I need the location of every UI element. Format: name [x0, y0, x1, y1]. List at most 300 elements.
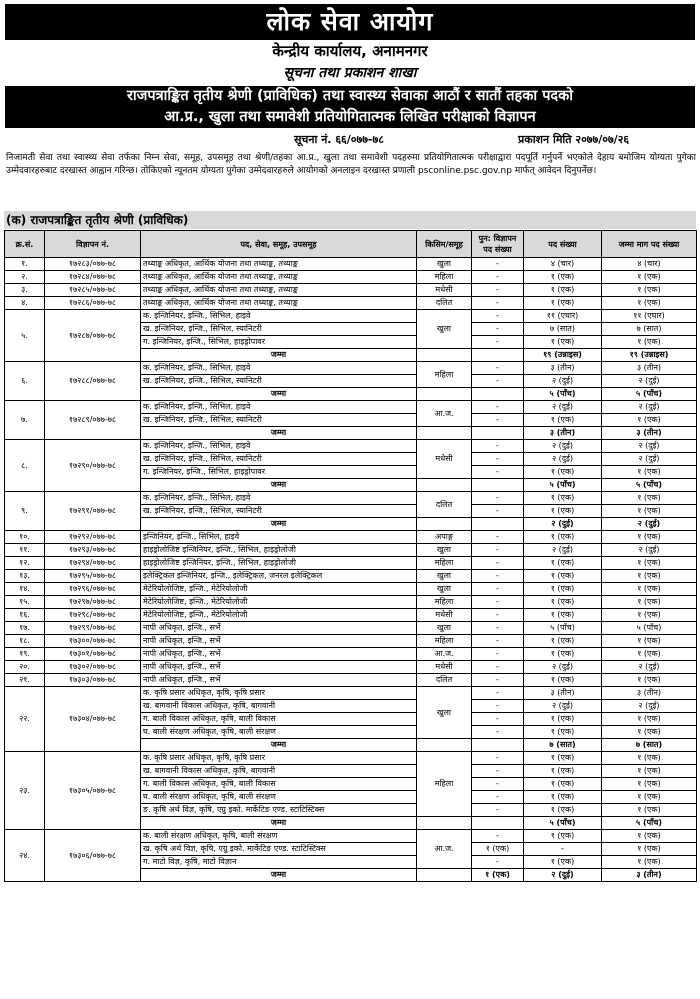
col-header-total: जम्मा माग पद संख्या: [602, 231, 697, 258]
serial-number-cell: ५.: [5, 310, 45, 362]
serial-number-cell: १८.: [5, 635, 45, 648]
total-posts-cell: १ (एक): [602, 843, 697, 856]
vacancy-table: [4, 230, 697, 882]
total-posts-cell: १ (एक): [602, 713, 697, 726]
category-cell: महिला: [417, 271, 472, 284]
posts-cell: ५ (पाँच): [524, 622, 602, 635]
post-cell: तथ्याङ्क अधिकृत, आर्थिक योजना तथा तथ्याङ्क, तथ्याङ्क: [141, 284, 417, 297]
advertisement-number-cell: १७२९२/०७७-७८: [45, 531, 141, 544]
table-row: [5, 492, 697, 505]
internal-posts-cell: -: [472, 492, 524, 505]
total-posts-cell: १ (एक): [602, 635, 697, 648]
serial-number-cell: ३.: [5, 284, 45, 297]
col-header-sn: क्र.सं.: [5, 231, 45, 258]
posts-cell: २ (दुई): [524, 661, 602, 674]
total-internal-cell: [472, 479, 524, 492]
posts-cell: १ (एक): [524, 505, 602, 518]
internal-posts-cell: -: [472, 791, 524, 804]
posts-cell: १ (एक): [524, 674, 602, 687]
post-cell: ख. इन्जिनियर, इन्जि., सिभिल, स्यानिटरी: [141, 453, 417, 466]
serial-number-cell: २०.: [5, 661, 45, 674]
internal-posts-cell: -: [472, 596, 524, 609]
serial-number-cell: १५.: [5, 596, 45, 609]
total-posts-cell: ७ (सात): [602, 323, 697, 336]
total-posts-cell: १ (एक): [602, 765, 697, 778]
table-row: [5, 362, 697, 375]
internal-posts-cell: -: [472, 323, 524, 336]
category-cell: दलित: [417, 492, 472, 518]
internal-posts-cell: -: [472, 830, 524, 843]
serial-number-cell: १३.: [5, 570, 45, 583]
posts-cell: १ (एक): [524, 804, 602, 817]
posts-cell: १ (एक): [524, 713, 602, 726]
total-demand-cell: ५ (पाँच): [602, 479, 697, 492]
section-heading: (क) राजपत्राङ्कित तृतीय श्रेणी (प्राविधिक): [4, 211, 696, 229]
total-demand-cell: ५ (पाँच): [602, 388, 697, 401]
total-posts-sum-cell: ७ (सात): [524, 739, 602, 752]
total-posts-cell: १ (एक): [602, 531, 697, 544]
total-posts-cell: ४ (चार): [602, 258, 697, 271]
table-row: [5, 401, 697, 414]
col-header-post: पद, सेवा, समूह, उपसमूह: [141, 231, 417, 258]
table-row: [5, 531, 697, 544]
internal-posts-cell: -: [472, 648, 524, 661]
serial-number-cell: २.: [5, 271, 45, 284]
table-row: [5, 271, 697, 284]
total-posts-cell: ५ (पाँच): [602, 622, 697, 635]
total-posts-cell: १ (एक): [602, 570, 697, 583]
posts-cell: १ (एक): [524, 856, 602, 869]
post-cell: नापी अधिकृत, इन्जि., सर्भे: [141, 635, 417, 648]
category-cell: मधेसी: [417, 440, 472, 479]
advertisement-number-cell: १७२९८/०७७-७८: [45, 609, 141, 622]
total-posts-cell: १ (एक): [602, 414, 697, 427]
total-category-cell: [417, 739, 472, 752]
posts-cell: १ (एक): [524, 531, 602, 544]
post-cell: ख. कृषि अर्थ विज्ञ, कृषि, एग्रु इको. मार्केटिङ एण्ड. स्टाटिस्टिक्स: [141, 843, 417, 856]
category-cell: महिला: [417, 362, 472, 388]
total-posts-cell: १ (एक): [602, 830, 697, 843]
total-label-cell: जम्मा: [141, 349, 417, 362]
serial-number-cell: १२.: [5, 557, 45, 570]
internal-posts-cell: -: [472, 765, 524, 778]
posts-cell: १ (एक): [524, 791, 602, 804]
table-row: [5, 310, 697, 323]
posts-cell: ४ (चार): [524, 258, 602, 271]
total-posts-sum-cell: २ (दुई): [524, 869, 602, 882]
table-row: [5, 752, 697, 765]
title-line-2: आ.प्र., खुला तथा समावेशी प्रतियोगितात्मक लिखित परीक्षाको विज्ञापन: [164, 109, 536, 125]
total-posts-cell: १ (एक): [602, 791, 697, 804]
category-cell: दलित: [417, 674, 472, 687]
total-category-cell: [417, 817, 472, 830]
internal-posts-cell: -: [472, 726, 524, 739]
serial-number-cell: १७.: [5, 622, 45, 635]
total-posts-cell: २ (दुई): [602, 661, 697, 674]
col-header-adv-no: विज्ञापन नं.: [45, 231, 141, 258]
serial-number-cell: ९.: [5, 492, 45, 531]
internal-posts-cell: -: [472, 284, 524, 297]
advertisement-number-cell: १७३०५/०७७-७८: [45, 752, 141, 830]
posts-cell: ११ (एघार): [524, 310, 602, 323]
category-cell: आ.ज.: [417, 401, 472, 427]
category-cell: खुला: [417, 544, 472, 557]
post-cell: क. इन्जिनियर, इन्जि., सिभिल, हाइवे: [141, 492, 417, 505]
post-cell: ग. बाली विकास अधिकृत, कृषि, बाली विकास: [141, 778, 417, 791]
branch-name: सूचना तथा प्रकाशन शाखा: [283, 65, 417, 81]
posts-cell: १ (एक): [524, 583, 602, 596]
total-category-cell: [417, 427, 472, 440]
total-posts-cell: १ (एक): [602, 674, 697, 687]
post-cell: मेटेरियोलोजिष्ट, इन्जि., मेटेरियोलोजी: [141, 596, 417, 609]
advertisement-title: [5, 86, 695, 128]
post-cell: नापी अधिकृत, इन्जि., सर्भे: [141, 648, 417, 661]
posts-cell: १ (एक): [524, 414, 602, 427]
internal-posts-cell: -: [472, 466, 524, 479]
total-label-cell: जम्मा: [141, 869, 417, 882]
post-cell: ग. माटो विज्ञ, कृषि, माटो विज्ञान: [141, 856, 417, 869]
category-cell: मधेसी: [417, 284, 472, 297]
category-cell: खुला: [417, 258, 472, 271]
total-label-cell: जम्मा: [141, 739, 417, 752]
total-posts-cell: १ (एक): [602, 804, 697, 817]
advertisement-number-cell: १७३०४/०७७-७८: [45, 687, 141, 752]
posts-cell: १ (एक): [524, 271, 602, 284]
total-category-cell: [417, 349, 472, 362]
category-cell: महिला: [417, 557, 472, 570]
total-posts-cell: २ (दुई): [602, 375, 697, 388]
post-cell: इन्जिनियर, इन्जि., सिभिल, हाइवे: [141, 531, 417, 544]
total-posts-cell: १ (एक): [602, 271, 697, 284]
internal-posts-cell: -: [472, 804, 524, 817]
post-cell: ख. इन्जिनियर, इन्जि., सिभिल, स्यानिटरी: [141, 505, 417, 518]
internal-posts-cell: -: [472, 687, 524, 700]
table-row: [5, 674, 697, 687]
advertisement-number-cell: १७२९७/०७७-७८: [45, 596, 141, 609]
advertisement-number-cell: १७२९३/०७७-७८: [45, 544, 141, 557]
post-cell: घ. बाली संरक्षण अधिकृत, कृषि, बाली संरक्षण: [141, 791, 417, 804]
total-label-cell: जम्मा: [141, 388, 417, 401]
total-posts-cell: २ (दुई): [602, 453, 697, 466]
table-row: [5, 609, 697, 622]
total-category-cell: [417, 479, 472, 492]
advertisement-number-cell: १७२९६/०७७-७८: [45, 583, 141, 596]
serial-number-cell: १९.: [5, 648, 45, 661]
total-internal-cell: १ (एक): [472, 869, 524, 882]
posts-cell: -: [524, 843, 602, 856]
total-label-cell: जम्मा: [141, 817, 417, 830]
total-posts-cell: २ (दुई): [602, 544, 697, 557]
table-row: [5, 258, 697, 271]
serial-number-cell: २२.: [5, 687, 45, 752]
post-cell: इलेक्ट्रिकल इन्जिनियर, इन्जि., इलेक्ट्रिकल, जनरल इलेक्ट्रिकल: [141, 570, 417, 583]
advertisement-number-cell: १७२९९/०७७-७८: [45, 622, 141, 635]
advertisement-number-cell: १७३०१/०७७-७८: [45, 648, 141, 661]
total-demand-cell: ७ (सात): [602, 739, 697, 752]
category-cell: दलित: [417, 297, 472, 310]
posts-cell: २ (दुई): [524, 440, 602, 453]
posts-cell: १ (एक): [524, 830, 602, 843]
post-cell: नापी अधिकृत, इन्जि., सर्भे: [141, 622, 417, 635]
total-posts-cell: १ (एक): [602, 596, 697, 609]
office-name: केन्द्रीय कार्यालय, अनामनगर: [272, 42, 428, 60]
total-category-cell: [417, 869, 472, 882]
posts-cell: १ (एक): [524, 648, 602, 661]
internal-posts-cell: -: [472, 661, 524, 674]
post-cell: ख. इन्जिनियर, इन्जि., सिभिल, स्यानिटरी: [141, 414, 417, 427]
posts-cell: १ (एक): [524, 765, 602, 778]
internal-posts-cell: -: [472, 414, 524, 427]
serial-number-cell: २३.: [5, 752, 45, 830]
total-label-cell: जम्मा: [141, 427, 417, 440]
posts-cell: ७ (सात): [524, 323, 602, 336]
serial-number-cell: २४.: [5, 830, 45, 882]
total-posts-sum-cell: ५ (पाँच): [524, 388, 602, 401]
total-category-cell: [417, 388, 472, 401]
total-posts-cell: १ (एक): [602, 557, 697, 570]
category-cell: आ.ज.: [417, 648, 472, 661]
table-row: [5, 648, 697, 661]
post-cell: ख. बागवानी विकास अधिकृत, कृषि, बागवानी: [141, 765, 417, 778]
internal-posts-cell: -: [472, 622, 524, 635]
internal-posts-cell: -: [472, 258, 524, 271]
internal-posts-cell: -: [472, 375, 524, 388]
posts-cell: २ (दुई): [524, 401, 602, 414]
category-cell: मधेसी: [417, 609, 472, 622]
total-posts-cell: ३ (तीन): [602, 687, 697, 700]
internal-posts-cell: -: [472, 609, 524, 622]
table-row: [5, 570, 697, 583]
post-cell: क. इन्जिनियर, इन्जि., सिभिल, हाइवे: [141, 440, 417, 453]
post-cell: घ. बाली संरक्षण अधिकृत, कृषि, बाली संरक्षण: [141, 726, 417, 739]
total-posts-cell: १ (एक): [602, 505, 697, 518]
table-header-row: [5, 231, 697, 258]
internal-posts-cell: -: [472, 440, 524, 453]
total-label-cell: जम्मा: [141, 479, 417, 492]
notice-number: सूचना नं. ६६/०७७-७८: [294, 133, 384, 146]
serial-number-cell: १.: [5, 258, 45, 271]
total-posts-cell: ११ (एघार): [602, 310, 697, 323]
serial-number-cell: २१.: [5, 674, 45, 687]
post-cell: ख. इन्जिनियर, इन्जि., सिभिल, स्यानिटरी: [141, 375, 417, 388]
total-posts-cell: १ (एक): [602, 284, 697, 297]
post-cell: नापी अधिकृत, इन्जि., सर्भे: [141, 674, 417, 687]
posts-cell: १ (एक): [524, 752, 602, 765]
internal-posts-cell: -: [472, 557, 524, 570]
col-header-posts: पद संख्या: [524, 231, 602, 258]
post-cell: मेटेरियोलोजिष्ट, इन्जि., मेटेरियोलोजी: [141, 609, 417, 622]
total-posts-sum-cell: ३ (तीन): [524, 427, 602, 440]
advertisement-number-cell: १७२८७/०७७-७८: [45, 310, 141, 362]
total-posts-cell: १ (एक): [602, 466, 697, 479]
category-cell: आ.ज.: [417, 830, 472, 869]
internal-posts-cell: -: [472, 505, 524, 518]
total-posts-cell: २ (दुई): [602, 440, 697, 453]
posts-cell: १ (एक): [524, 609, 602, 622]
table-row: [5, 583, 697, 596]
post-cell: क. बाली संरक्षण अधिकृत, कृषि, बाली संरक्षण: [141, 830, 417, 843]
post-cell: नापी अधिकृत, इन्जि., सर्भे: [141, 661, 417, 674]
table-row: [5, 297, 697, 310]
total-posts-cell: ३ (तीन): [602, 362, 697, 375]
advertisement-number-cell: १७२८६/०७७-७८: [45, 297, 141, 310]
internal-posts-cell: -: [472, 362, 524, 375]
total-posts-cell: १ (एक): [602, 492, 697, 505]
serial-number-cell: १४.: [5, 583, 45, 596]
serial-number-cell: ६.: [5, 362, 45, 401]
total-internal-cell: [472, 388, 524, 401]
total-posts-cell: १ (एक): [602, 856, 697, 869]
table-row: [5, 830, 697, 843]
post-cell: ख. इन्जिनियर, इन्जि., सिभिल, स्यानिटरी: [141, 323, 417, 336]
intro-paragraph: निजामती सेवा तथा स्वास्थ्य सेवा तर्फका निम्न सेवा, समूह, उपसमूह तथा श्रेणी/तहका आ.प्र., खुला तथा समावेशी पदहरुमा प्रतियोगितात्मक परीक्षाद्वारा पदपूर्ति गर्नुपर्ने भएकोले देहाय बमोजिम योग्यता पुगेका उम्मेदवारहरुबाट दरखास्त आह्वान गरिन्छ। तोकिएको न्यूनतम योग्यता पुगेका उम्मेदवारहरुले आयोगको अनलाइन दरखास्त प्रणाली psconline.psc.gov.np मार्फत् आवेदन दिनुपर्नेछ।: [6, 153, 696, 176]
total-demand-cell: ३ (तीन): [602, 869, 697, 882]
internal-posts-cell: -: [472, 635, 524, 648]
advertisement-number-cell: १७३०२/०७७-७८: [45, 661, 141, 674]
table-row: [5, 596, 697, 609]
total-internal-cell: [472, 739, 524, 752]
commission-title: लोक सेवा आयोग: [5, 4, 695, 40]
posts-cell: १ (एक): [524, 492, 602, 505]
internal-posts-cell: -: [472, 856, 524, 869]
posts-cell: १ (एक): [524, 557, 602, 570]
category-cell: अपाङ्ग: [417, 531, 472, 544]
post-cell: ङ. कृषि अर्थ विज्ञ, कृषि, एग्रु इको. मार्केटिङ एण्ड. स्टाटिस्टिक्स: [141, 804, 417, 817]
title-line-1: राजपत्राङ्कित तृतीय श्रेणी (प्राविधिक) तथा स्वास्थ्य सेवाका आठौं र सातौं तहका पदको: [126, 88, 574, 104]
post-cell: तथ्याङ्क अधिकृत, आर्थिक योजना तथा तथ्याङ्क, तथ्याङ्क: [141, 297, 417, 310]
total-posts-cell: १ (एक): [602, 752, 697, 765]
serial-number-cell: १६.: [5, 609, 45, 622]
total-posts-cell: २ (दुई): [602, 401, 697, 414]
internal-posts-cell: -: [472, 778, 524, 791]
total-posts-sum-cell: १९ (उन्नाइस): [524, 349, 602, 362]
posts-cell: १ (एक): [524, 570, 602, 583]
category-cell: खुला: [417, 570, 472, 583]
total-internal-cell: [472, 518, 524, 531]
total-posts-sum-cell: २ (दुई): [524, 518, 602, 531]
advertisement-number-cell: १७२८८/०७७-७८: [45, 362, 141, 401]
posts-cell: ३ (तीन): [524, 362, 602, 375]
posts-cell: १ (एक): [524, 336, 602, 349]
advertisement-number-cell: १७३०३/०७७-७८: [45, 674, 141, 687]
category-cell: खुला: [417, 687, 472, 739]
total-label-cell: जम्मा: [141, 518, 417, 531]
category-cell: महिला: [417, 752, 472, 817]
internal-posts-cell: -: [472, 752, 524, 765]
total-demand-cell: ३ (तीन): [602, 427, 697, 440]
posts-cell: १ (एक): [524, 778, 602, 791]
posts-cell: ३ (तीन): [524, 687, 602, 700]
posts-cell: १ (एक): [524, 284, 602, 297]
total-posts-cell: १ (एक): [602, 583, 697, 596]
posts-cell: २ (दुई): [524, 700, 602, 713]
total-demand-cell: २ (दुई): [602, 518, 697, 531]
post-cell: तथ्याङ्क अधिकृत, आर्थिक योजना तथा तथ्याङ्क, तथ्याङ्क: [141, 271, 417, 284]
posts-cell: २ (दुई): [524, 453, 602, 466]
total-posts-sum-cell: ५ (पाँच): [524, 479, 602, 492]
serial-number-cell: ७.: [5, 401, 45, 440]
post-cell: क. इन्जिनियर, इन्जि., सिभिल, हाइवे: [141, 310, 417, 323]
advertisement-number-cell: १७२८४/०७७-७८: [45, 271, 141, 284]
total-posts-sum-cell: ५ (पाँच): [524, 817, 602, 830]
publication-date: प्रकाशन मिति २०७७/०७/२६: [518, 133, 630, 146]
internal-posts-cell: -: [472, 570, 524, 583]
total-posts-cell: २ (दुई): [602, 700, 697, 713]
table-row: [5, 557, 697, 570]
table-row: [5, 635, 697, 648]
total-internal-cell: [472, 349, 524, 362]
post-cell: ग. इन्जिनियर, इन्जि., सिभिल, हाइड्रोपावर: [141, 466, 417, 479]
col-header-internal: पुन: विज्ञापन पद संख्या: [472, 231, 524, 258]
internal-posts-cell: -: [472, 531, 524, 544]
post-cell: ग. बाली विकास अधिकृत, कृषि, बाली विकास: [141, 713, 417, 726]
total-category-cell: [417, 518, 472, 531]
posts-cell: १ (एक): [524, 596, 602, 609]
internal-posts-cell: -: [472, 336, 524, 349]
total-internal-cell: [472, 817, 524, 830]
category-cell: खुला: [417, 622, 472, 635]
total-demand-cell: ५ (पाँच): [602, 817, 697, 830]
serial-number-cell: ११.: [5, 544, 45, 557]
advertisement-number-cell: १७२९०/०७७-७८: [45, 440, 141, 492]
total-posts-cell: १ (एक): [602, 726, 697, 739]
internal-posts-cell: -: [472, 310, 524, 323]
internal-posts-cell: -: [472, 297, 524, 310]
post-cell: ग. इन्जिनियर, इन्जि., सिभिल, हाइड्रोपावर: [141, 336, 417, 349]
serial-number-cell: ४.: [5, 297, 45, 310]
post-cell: क. इन्जिनियर, इन्जि., सिभिल, हाइवे: [141, 401, 417, 414]
table-row: [5, 284, 697, 297]
total-posts-cell: १ (एक): [602, 778, 697, 791]
post-cell: ख. बागवानी विकास अधिकृत, कृषि, बागवानी: [141, 700, 417, 713]
internal-posts-cell: -: [472, 271, 524, 284]
category-cell: महिला: [417, 596, 472, 609]
col-header-type: किसिम/समूह: [417, 231, 472, 258]
posts-cell: २ (दुई): [524, 544, 602, 557]
posts-cell: १ (एक): [524, 297, 602, 310]
notice-row: [0, 130, 700, 148]
category-cell: महिला: [417, 635, 472, 648]
internal-posts-cell: -: [472, 401, 524, 414]
table-row: [5, 440, 697, 453]
advertisement-number-cell: १७२९१/०७७-७८: [45, 492, 141, 531]
category-cell: मधेसी: [417, 661, 472, 674]
advertisement-number-cell: १७३०६/०७७-७८: [45, 830, 141, 882]
table-row: [5, 687, 697, 700]
table-row: [5, 661, 697, 674]
advertisement-number-cell: १७२८३/०७७-७८: [45, 258, 141, 271]
internal-posts-cell: -: [472, 700, 524, 713]
total-internal-cell: [472, 427, 524, 440]
serial-number-cell: ८.: [5, 440, 45, 492]
post-cell: क. इन्जिनियर, इन्जि., सिभिल, हाइवे: [141, 362, 417, 375]
internal-posts-cell: १ (एक): [472, 843, 524, 856]
internal-posts-cell: -: [472, 713, 524, 726]
advertisement-number-cell: १७२९४/०७७-७८: [45, 557, 141, 570]
serial-number-cell: १०.: [5, 531, 45, 544]
post-cell: मेटेरियोलोजिष्ट, इन्जि., मेटेरियोलोजी: [141, 583, 417, 596]
internal-posts-cell: -: [472, 544, 524, 557]
total-demand-cell: १९ (उन्नाइस): [602, 349, 697, 362]
advertisement-number-cell: १७२८९/०७७-७८: [45, 401, 141, 440]
total-posts-cell: १ (एक): [602, 609, 697, 622]
post-cell: क. कृषि प्रसार अधिकृत, कृषि, कृषि प्रसार: [141, 752, 417, 765]
internal-posts-cell: -: [472, 453, 524, 466]
internal-posts-cell: -: [472, 583, 524, 596]
category-cell: खुला: [417, 310, 472, 349]
total-posts-cell: १ (एक): [602, 297, 697, 310]
table-row: [5, 622, 697, 635]
